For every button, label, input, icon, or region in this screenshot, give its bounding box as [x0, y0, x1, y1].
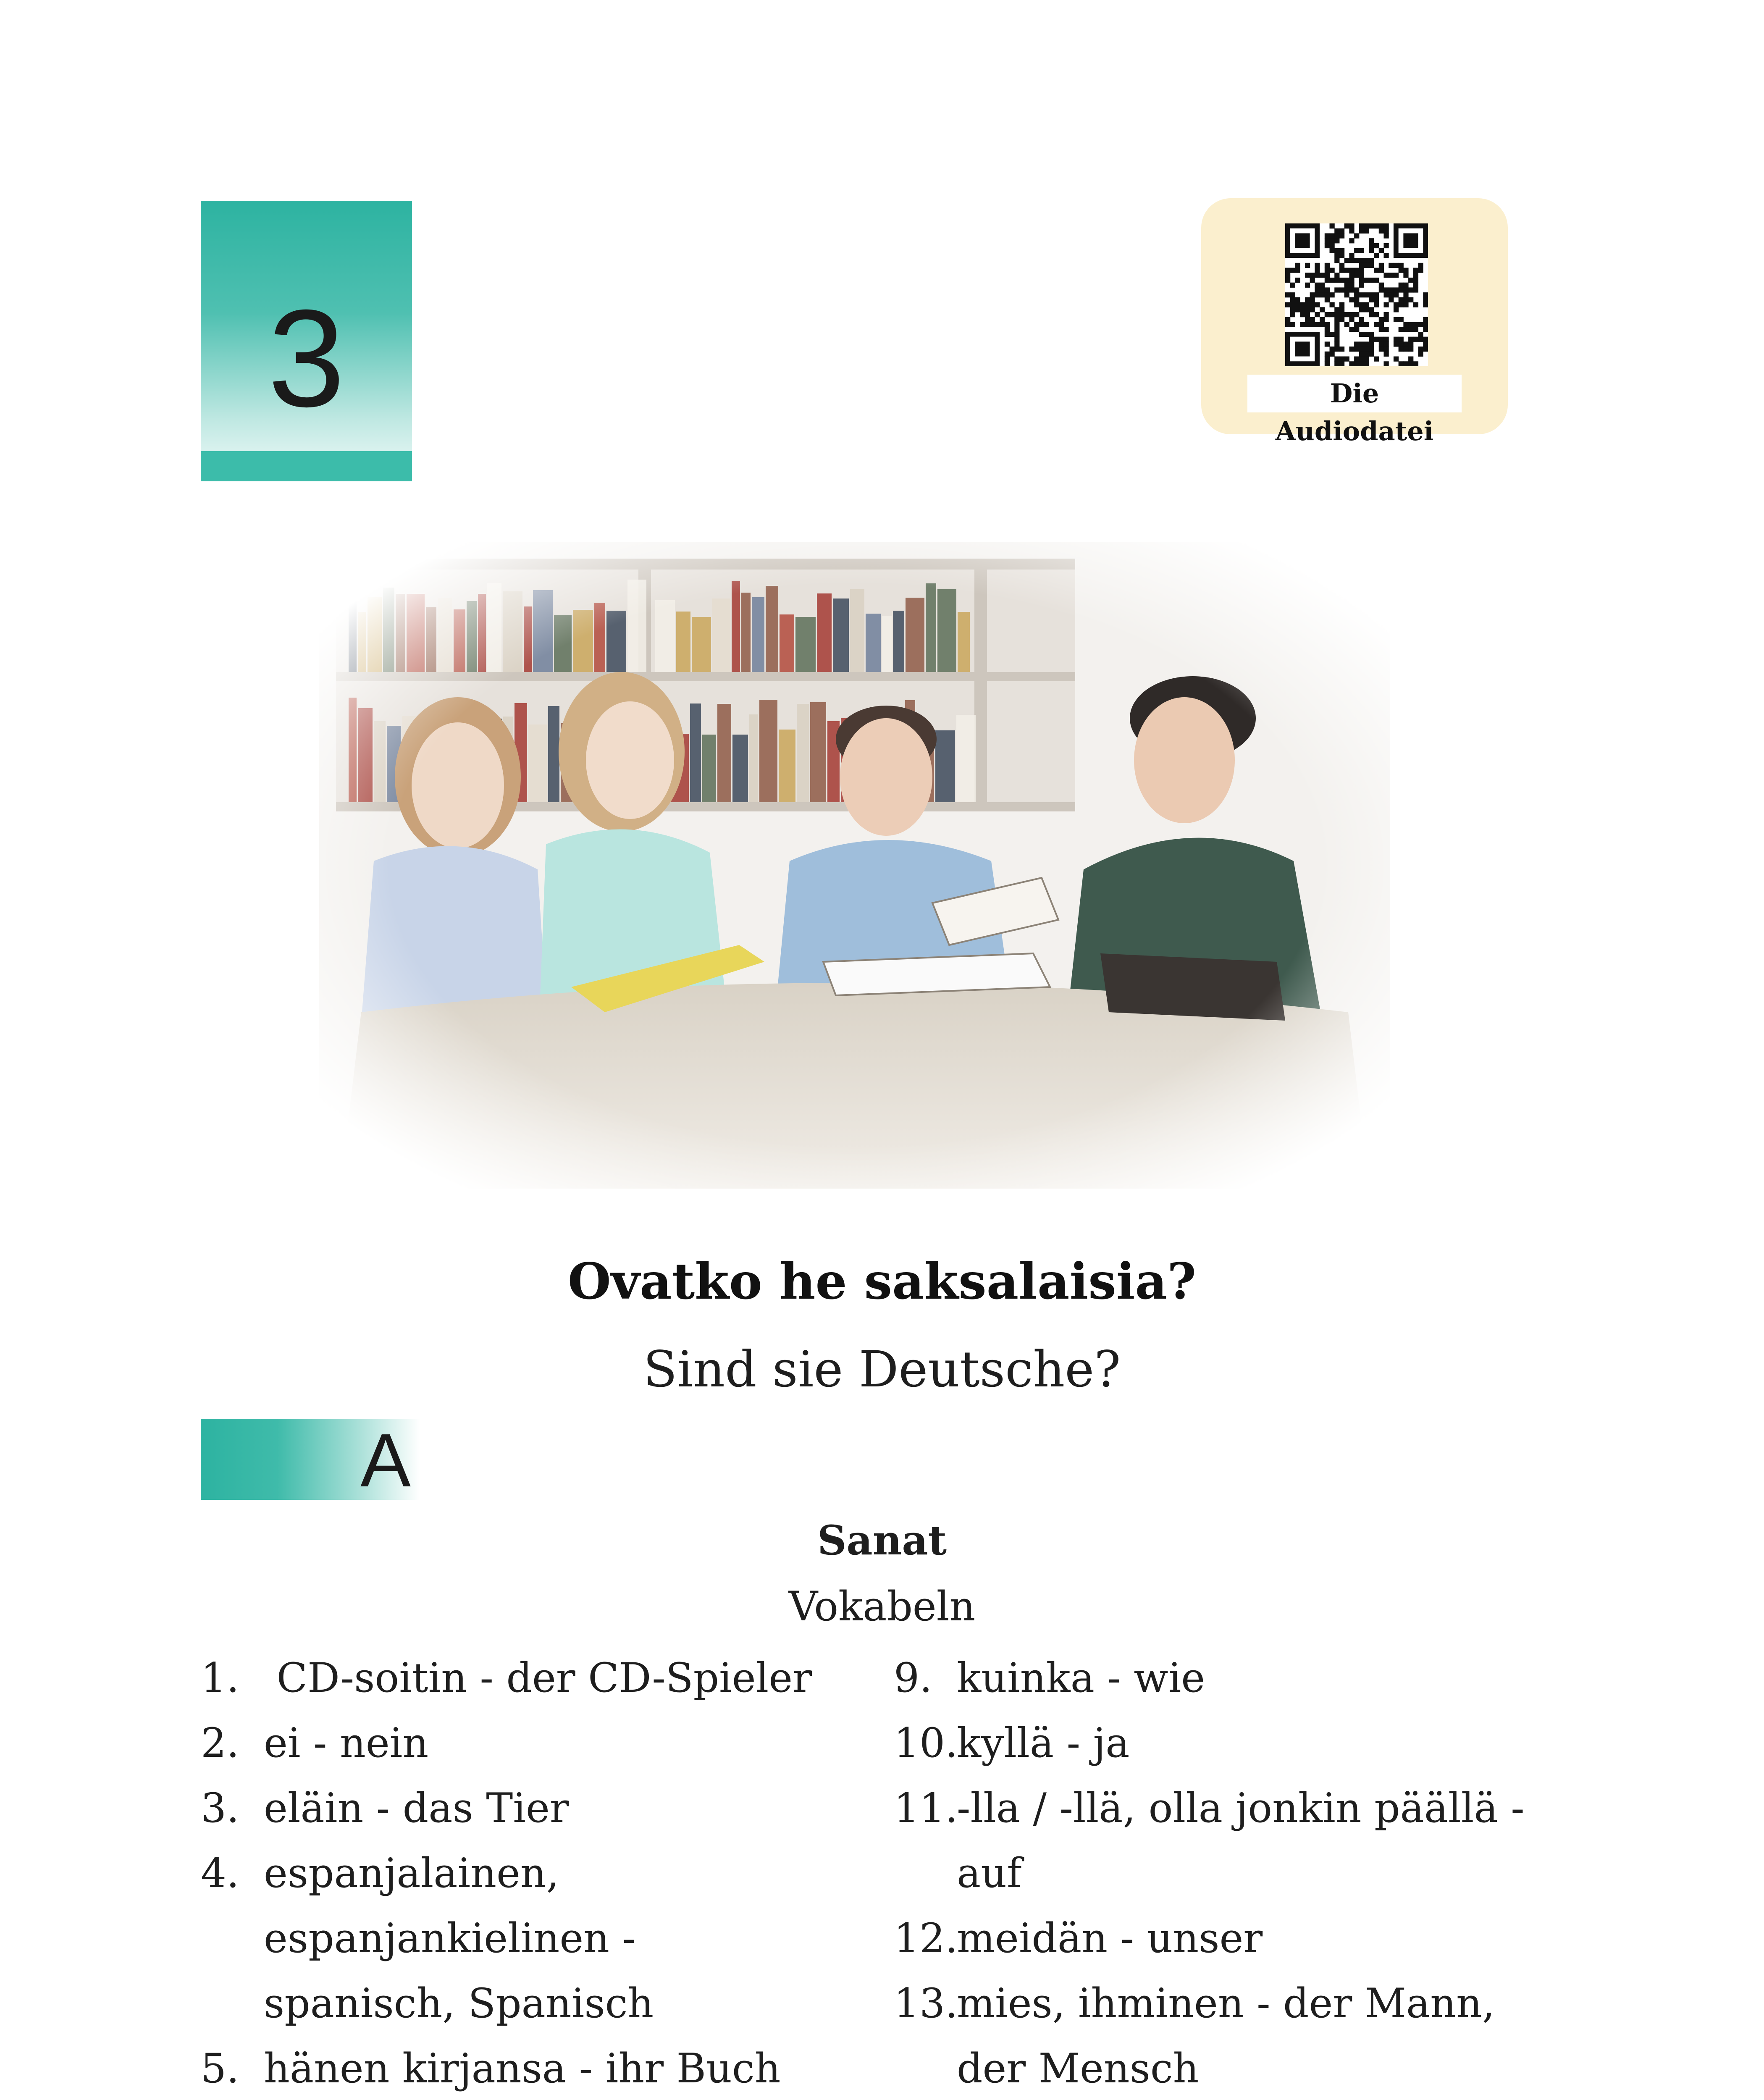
vocab-item: [894, 1971, 1549, 2100]
vocab-item-number: 2.: [201, 1719, 239, 1767]
vocab-heading: Sanat: [817, 1517, 947, 1564]
vocab-item-number: 10.: [894, 1719, 958, 1767]
vocab-item: [894, 1646, 1549, 1711]
vocab-item: [201, 2036, 873, 2100]
vocab-item-number: 12.: [894, 1915, 958, 1962]
chapter-number: 3: [268, 281, 345, 436]
vocab-item-text: espanjalainen, espanjankielinen - spanisch, Spanisch: [264, 1850, 654, 2027]
vocab-item: [894, 1906, 1549, 1971]
vocab-item-text: -lla / -llä, olla jonkin päällä - auf: [957, 1785, 1525, 1897]
vocab-item: [201, 1646, 873, 1711]
vocab-item-text: hänen kirjansa - ihr Buch: [264, 2045, 781, 2092]
qr-code-icon[interactable]: [1285, 223, 1428, 366]
vocab-item-number: 11.: [894, 1785, 958, 1832]
vocab-item-number: 4.: [201, 1850, 239, 1897]
chapter-block-underline: [201, 451, 412, 481]
vocab-item: [201, 1776, 873, 1841]
vocab-list-left: [201, 1646, 873, 2100]
lesson-title: Ovatko he saksalaisia?: [567, 1252, 1197, 1310]
vocab-item-text: meidän - unser: [957, 1915, 1263, 1962]
vocab-item-text: CD-soitin - der CD-Spieler: [264, 1654, 812, 1701]
students-reading-illustration: [319, 542, 1390, 1189]
vocab-item: [201, 1841, 873, 2036]
vocab-item-number: 3.: [201, 1785, 239, 1832]
vocab-item: [894, 1776, 1549, 1906]
vocab-item: [201, 1711, 873, 1776]
vocab-item-number: 5.: [201, 2045, 239, 2092]
vocab-item-number: 13.: [894, 1980, 958, 2027]
vocab-item-text: ei - nein: [264, 1719, 429, 1767]
chapter-number-block: [201, 201, 412, 481]
vocab-item-text: kuinka - wie: [957, 1654, 1205, 1701]
vocab-subheading: Vokabeln: [788, 1583, 976, 1630]
vocab-item-text: kyllä - ja: [957, 1719, 1130, 1767]
vocab-item-text: eläin - das Tier: [264, 1785, 569, 1832]
vocab-item-number: 9.: [894, 1654, 932, 1701]
vocab-item-number: 1.: [201, 1654, 239, 1701]
audio-file-label: Die Audiodatei: [1247, 375, 1462, 412]
lesson-subtitle: Sind sie Deutsche?: [643, 1340, 1121, 1398]
section-letter: A: [360, 1418, 411, 1503]
vocab-item-text: mies, ihminen - der Mann, der Mensch: [957, 1980, 1495, 2092]
vocab-list-right: [894, 1646, 1549, 2100]
vocab-item: [894, 1711, 1549, 1776]
audio-file-box[interactable]: [1201, 198, 1508, 446]
